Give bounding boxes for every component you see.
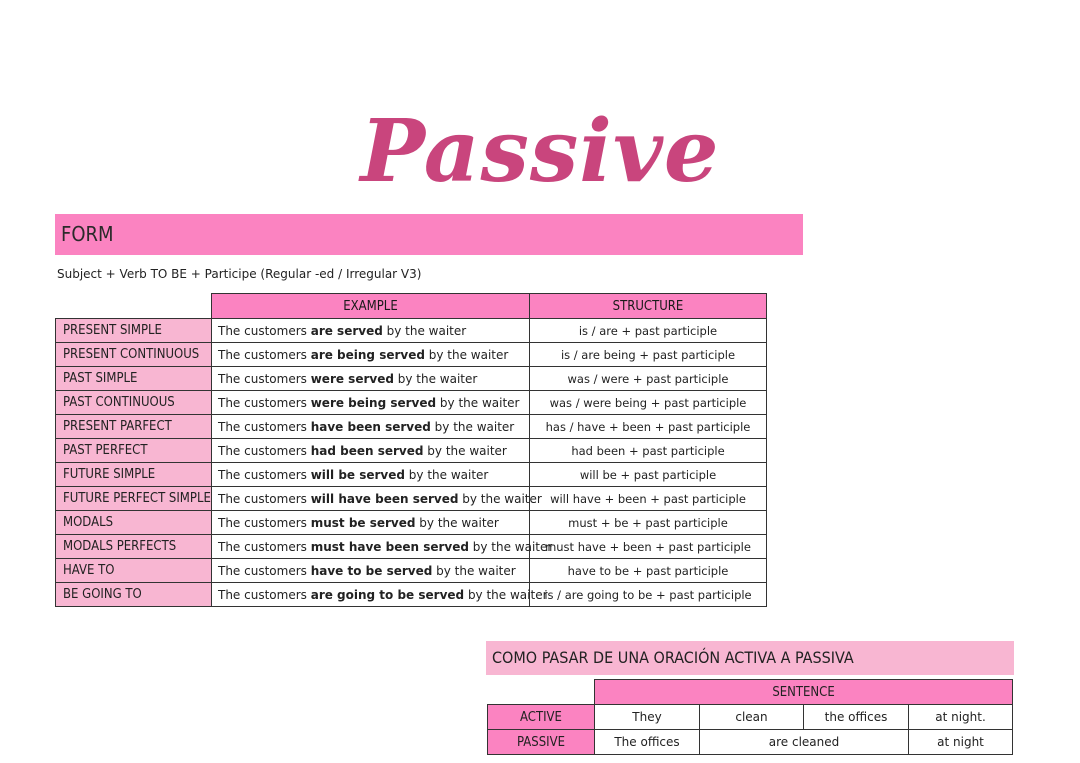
tense-table-body bbox=[56, 319, 767, 607]
example-verb: are being served bbox=[310, 347, 425, 362]
example-agent: by the waiter bbox=[468, 539, 553, 554]
example-verb: must be served bbox=[310, 515, 416, 530]
tense-name: MODALS bbox=[56, 511, 212, 535]
structure-formula: will have + been + past participle bbox=[530, 487, 767, 511]
example-sentence bbox=[212, 391, 530, 415]
sentence-header-row bbox=[488, 680, 1013, 705]
tense-name: PAST SIMPLE bbox=[56, 367, 212, 391]
example-agent: by the waiter bbox=[436, 395, 520, 410]
example-sentence bbox=[212, 463, 530, 487]
active-to-passive-heading: COMO PASAR DE UNA ORACIÓN ACTIVA A PASSIVA bbox=[486, 641, 1014, 675]
tense-name: MODALS PERFECTS bbox=[56, 535, 212, 559]
example-verb: have to be served bbox=[310, 563, 433, 578]
example-subject: The customers bbox=[218, 539, 311, 554]
example-subject: The customers bbox=[218, 491, 311, 506]
tense-name: PRESENT PARFECT bbox=[56, 415, 212, 439]
table-row bbox=[56, 439, 767, 463]
example-sentence bbox=[212, 319, 530, 343]
active-object: the offices bbox=[804, 705, 909, 730]
example-sentence bbox=[212, 583, 548, 607]
passive-formula: Subject + Verb TO BE + Participe (Regular -ed / Irregular V3) bbox=[57, 267, 422, 281]
active-time: at night. bbox=[909, 705, 1013, 730]
example-subject: The customers bbox=[218, 371, 311, 386]
tense-name: BE GOING TO bbox=[56, 583, 212, 607]
header-example: EXAMPLE bbox=[212, 294, 530, 319]
example-agent: by the waiter bbox=[415, 515, 499, 530]
example-sentence bbox=[212, 415, 530, 439]
example-agent: by the waiter bbox=[458, 491, 542, 506]
structure-formula: must have + been + past participle bbox=[530, 535, 767, 559]
header-structure: STRUCTURE bbox=[530, 294, 767, 319]
tense-table-header bbox=[56, 294, 767, 319]
structure-formula: is / are going to be + past participle bbox=[530, 583, 767, 607]
example-verb: must have been served bbox=[310, 539, 469, 554]
page-title: Passive bbox=[360, 101, 720, 202]
example-sentence bbox=[212, 511, 530, 535]
table-row bbox=[56, 583, 767, 607]
example-subject: The customers bbox=[218, 347, 311, 362]
passive-row bbox=[488, 730, 1013, 755]
example-verb: were being served bbox=[310, 395, 437, 410]
tense-name: PAST PERFECT bbox=[56, 439, 212, 463]
example-subject: The customers bbox=[218, 419, 311, 434]
table-row bbox=[56, 367, 767, 391]
example-agent: by the waiter bbox=[423, 443, 507, 458]
sentence-header: SENTENCE bbox=[595, 680, 1013, 705]
tense-name: PRESENT CONTINUOUS bbox=[56, 343, 212, 367]
table-row bbox=[56, 487, 767, 511]
passive-label: PASSIVE bbox=[488, 730, 595, 755]
example-verb: were served bbox=[310, 371, 394, 386]
example-verb: will have been served bbox=[310, 491, 459, 506]
table-row bbox=[56, 535, 767, 559]
active-label: ACTIVE bbox=[488, 705, 595, 730]
structure-formula: was / were + past participle bbox=[530, 367, 767, 391]
structure-formula: had been + past participle bbox=[530, 439, 767, 463]
passive-subject: The offices bbox=[595, 730, 700, 755]
tense-table bbox=[55, 293, 767, 607]
structure-formula: have to be + past participle bbox=[530, 559, 767, 583]
example-agent: by the waiter bbox=[404, 467, 489, 482]
sentence-header-blank bbox=[488, 680, 595, 705]
example-subject: The customers bbox=[218, 443, 311, 458]
example-agent: by the waiter bbox=[464, 587, 548, 602]
structure-formula: must + be + past participle bbox=[530, 511, 767, 535]
example-subject: The customers bbox=[218, 587, 311, 602]
example-sentence bbox=[212, 487, 542, 511]
example-sentence bbox=[212, 367, 530, 391]
example-agent: by the waiter bbox=[393, 371, 478, 386]
table-row bbox=[56, 415, 767, 439]
active-subject: They bbox=[595, 705, 700, 730]
example-subject: The customers bbox=[218, 563, 311, 578]
example-sentence bbox=[212, 559, 530, 583]
example-agent: by the waiter bbox=[430, 419, 515, 434]
tense-name: PRESENT SIMPLE bbox=[56, 319, 212, 343]
tense-name: FUTURE PERFECT SIMPLE bbox=[56, 487, 212, 511]
structure-formula: was / were being + past participle bbox=[530, 391, 767, 415]
example-agent: by the waiter bbox=[382, 323, 467, 338]
table-row bbox=[56, 391, 767, 415]
example-subject: The customers bbox=[218, 467, 311, 482]
example-verb: have been served bbox=[310, 419, 431, 434]
structure-formula: has / have + been + past participle bbox=[530, 415, 767, 439]
table-row bbox=[56, 559, 767, 583]
form-heading: FORM bbox=[55, 214, 803, 255]
example-subject: The customers bbox=[218, 323, 311, 338]
example-verb: had been served bbox=[310, 443, 424, 458]
example-verb: will be served bbox=[310, 467, 405, 482]
passive-time: at night bbox=[909, 730, 1013, 755]
header-blank bbox=[56, 294, 212, 319]
tense-name: FUTURE SIMPLE bbox=[56, 463, 212, 487]
example-sentence bbox=[212, 343, 530, 367]
table-row bbox=[56, 319, 767, 343]
passive-verb: are cleaned bbox=[700, 730, 909, 755]
example-agent: by the waiter bbox=[432, 563, 516, 578]
structure-formula: is / are being + past participle bbox=[530, 343, 767, 367]
tense-name: PAST CONTINUOUS bbox=[56, 391, 212, 415]
table-row bbox=[56, 463, 767, 487]
table-row bbox=[56, 343, 767, 367]
active-verb: clean bbox=[700, 705, 804, 730]
example-subject: The customers bbox=[218, 515, 311, 530]
example-agent: by the waiter bbox=[424, 347, 509, 362]
sentence-table bbox=[487, 679, 1013, 755]
tense-name: HAVE TO bbox=[56, 559, 212, 583]
example-sentence bbox=[212, 439, 530, 463]
active-row bbox=[488, 705, 1013, 730]
example-sentence bbox=[212, 535, 553, 559]
example-verb: are served bbox=[310, 323, 383, 338]
example-subject: The customers bbox=[218, 395, 311, 410]
structure-formula: will be + past participle bbox=[530, 463, 767, 487]
example-verb: are going to be served bbox=[310, 587, 465, 602]
table-row bbox=[56, 511, 767, 535]
structure-formula: is / are + past participle bbox=[530, 319, 767, 343]
